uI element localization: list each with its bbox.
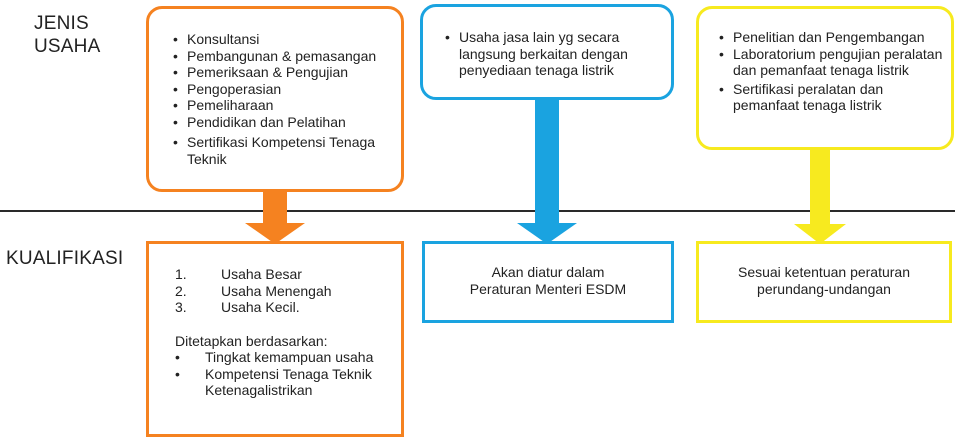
list-item: • Pengoperasian xyxy=(171,81,391,98)
list-item: • Usaha jasa lain yg secara langsung berkaitan dengan penyediaan tenaga listrik xyxy=(443,29,659,79)
blue-arrow-shape xyxy=(517,96,577,244)
kualifikasi-blue-line1: Akan diatur dalam xyxy=(491,264,605,280)
kualifikasi-basis xyxy=(155,333,395,399)
kualifikasi-box-orange xyxy=(146,241,404,437)
list-bullet: • xyxy=(175,365,180,382)
list-item: • Konsultansi xyxy=(171,31,391,48)
list-text: Tingkat kemampuan usaha xyxy=(205,349,374,365)
list-text: Kompetensi Tenaga Teknik xyxy=(205,365,372,382)
list-item xyxy=(155,366,395,383)
list-item xyxy=(155,349,395,366)
list-text: Usaha Besar xyxy=(221,266,302,282)
list-item xyxy=(155,266,395,283)
basis-continuation: Ketenagalistrikan xyxy=(205,382,313,398)
kualifikasi-numbered-list xyxy=(155,266,395,316)
orange-arrow-shape xyxy=(245,188,305,244)
list-number: 1. xyxy=(175,266,187,282)
list-text: Usaha Menengah xyxy=(221,282,332,299)
basis-title: Ditetapkan berdasarkan: xyxy=(175,332,328,349)
list-item: • Pembangunan & pemasangan xyxy=(171,48,391,65)
list-item: • Sertifikasi peralatan dan pemanfaat tenaga listrik xyxy=(717,81,943,114)
yellow-arrow-shape xyxy=(794,147,846,244)
list-number: 3. xyxy=(175,299,187,315)
list-text: Usaha Kecil. xyxy=(221,299,300,315)
jenis-usaha-box-orange xyxy=(146,6,404,192)
kualifikasi-box-blue xyxy=(422,241,674,323)
list-item: • Pendidikan dan Pelatihan xyxy=(171,114,391,131)
jenis-usaha-box-yellow xyxy=(696,6,954,150)
list-number: 2. xyxy=(175,282,187,299)
jenis-usaha-list-yellow xyxy=(717,29,943,114)
kualifikasi-box-yellow xyxy=(696,241,952,323)
kualifikasi-blue-line2: Peraturan Menteri ESDM xyxy=(469,281,627,297)
jenis-usaha-list-orange xyxy=(171,31,391,167)
list-item: • Pemeriksaan & Pengujian xyxy=(171,64,391,81)
jenis-usaha-label-line2: USAHA xyxy=(34,36,101,57)
jenis-usaha-box-blue xyxy=(420,4,674,100)
list-item: • Sertifikasi Kompetensi Tenaga Teknik xyxy=(171,134,391,167)
list-item: • Pemeliharaan xyxy=(171,97,391,114)
kualifikasi-blue-text xyxy=(425,264,671,298)
list-item xyxy=(155,299,395,316)
jenis-usaha-label-line1: JENIS xyxy=(34,13,89,34)
kualifikasi-yellow-line1: Sesuai ketentuan peraturan xyxy=(737,264,910,280)
list-item xyxy=(155,283,395,300)
kualifikasi-label: KUALIFIKASI xyxy=(6,248,124,269)
kualifikasi-yellow-line2: perundang-undangan xyxy=(757,281,891,297)
kualifikasi-yellow-text xyxy=(699,264,949,298)
list-bullet: • xyxy=(175,349,180,365)
list-item: • Laboratorium pengujian peralatan dan pemanfaat tenaga listrik xyxy=(717,46,943,79)
list-item: • Penelitian dan Pengembangan xyxy=(717,29,943,46)
jenis-usaha-list-blue xyxy=(443,29,659,79)
